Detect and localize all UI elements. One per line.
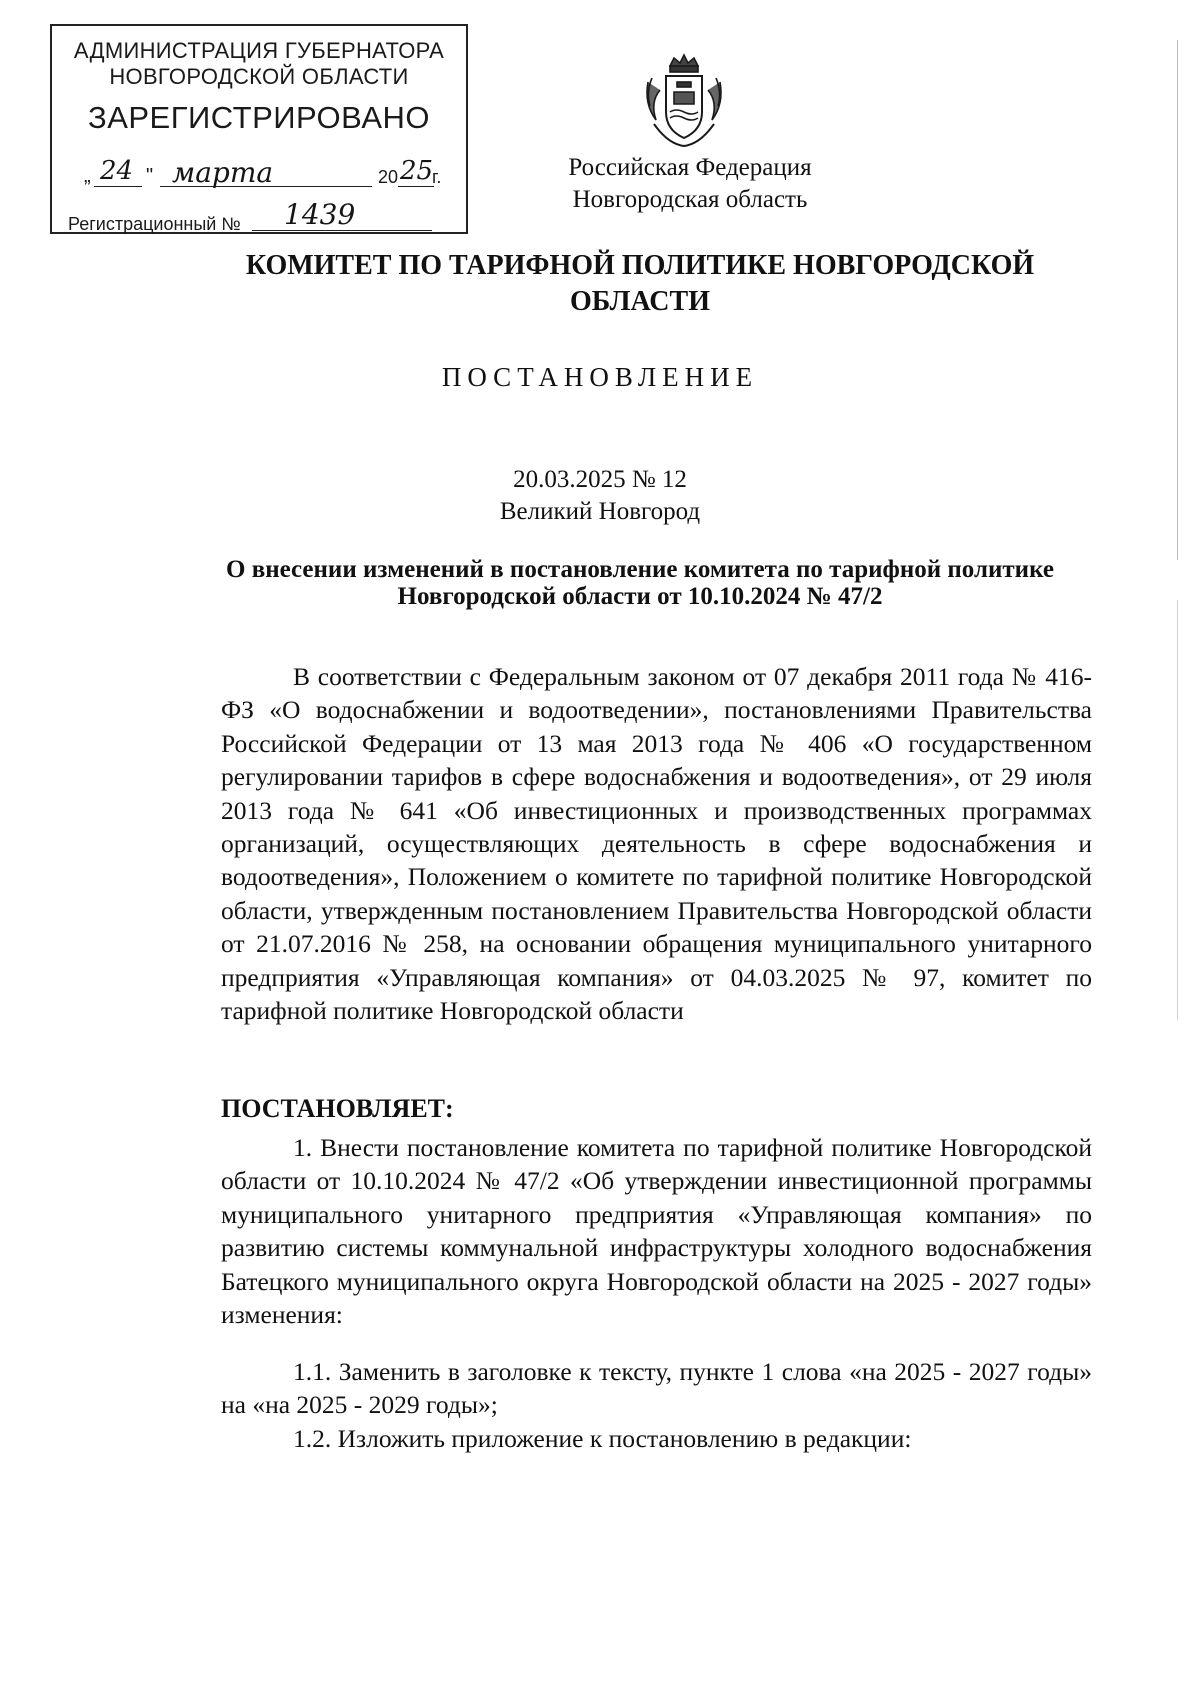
item-1-2-paragraph: 1.2. Изложить приложение к постановлению в редакции: <box>293 1424 912 1453</box>
stamp-org-line1: АДМИНИСТРАЦИЯ ГУБЕРНАТОРА <box>73 38 445 63</box>
stamp-year-mark: г. <box>432 167 442 187</box>
region-name: Новгородская область <box>572 186 808 213</box>
stamp-year-suffix: 25 <box>400 156 434 186</box>
stamp-reg-label: Регистрационный № <box>68 214 241 234</box>
item-1-1-paragraph: 1.1. Заменить в заголовке к тексту, пункте 1 слова «на 2025 - 2027 годы» на «на 2025 - 2029 годы»; <box>221 1357 1092 1420</box>
novgorod-coat-of-arms-icon <box>640 52 728 152</box>
country-name: Российская Федерация <box>568 154 812 181</box>
document-date-number: 20.03.2025 № 12 <box>513 466 687 493</box>
stamp-reg-number: 1439 <box>284 198 356 231</box>
scan-edge-mark <box>1177 40 1178 560</box>
item-1-paragraph: 1. Внести постановление комитета по тарифной политике Новгородской области от 10.10.2024 № 47/2 «Об утверждении инвестиционной программы муниципального унитарного предприятия «Управляющая компания» по развитию системы коммунальной инфраструктуры холодного водоснабжения Батецкого муниципального округа Новгородской области на 2025 - 2027 годы» изменения: <box>221 1133 1092 1330</box>
stamp-status: ЗАРЕГИСТРИРОВАНО <box>87 100 430 135</box>
document-subject: О внесении изменений в постановление комитета по тарифной политике Новгородской области от 10.10.2024 № 47/2 <box>226 556 1054 610</box>
stamp-month: марта <box>172 156 274 189</box>
stamp-day: 24 <box>100 156 134 186</box>
document-city: Великий Новгород <box>499 498 701 525</box>
preamble-paragraph: В соответствии с Федеральным законом от 07 декабря 2011 года № 416-ФЗ «О водоснабжении и водоотведении», постановлениями Правительства Российской Федерации от 13 мая 2013 года № 406 «О государственном регулировании тарифов в сфере водоснабжения и водоотведения», от 29 июля 2013 года № 641 «Об инвестиционных и производственных программах организаций, осуществляющих деятельность в сфере водоснабжения и водоотведения», Положением о комитете по тарифной политике Новгородской области, утвержденным постановлением Правительства Новгородской области от 21.07.2016 № 258, на основании обращения муниципального унитарного предприятия «Управляющая компания» от 04.03.2025 № 97, комитет по тарифной политике Новгородской области <box>221 662 1092 1026</box>
registration-stamp <box>50 24 468 234</box>
stamp-date-line: „ 24 " марта 20 25 г. <box>84 156 442 189</box>
stamp-org-line2: НОВГОРОДСКОЙ ОБЛАСТИ <box>109 64 409 89</box>
stamp-year-prefix: 20 <box>378 167 399 187</box>
document-type: ПОСТАНОВЛЕНИЕ <box>441 362 759 392</box>
scan-edge-mark <box>1177 600 1178 1020</box>
committee-title: КОМИТЕТ ПО ТАРИФНОЙ ПОЛИТИКЕ НОВГОРОДСКОЙ ОБЛАСТИ <box>245 250 1035 317</box>
decree-heading: ПОСТАНОВЛЯЕТ: <box>221 1094 454 1123</box>
